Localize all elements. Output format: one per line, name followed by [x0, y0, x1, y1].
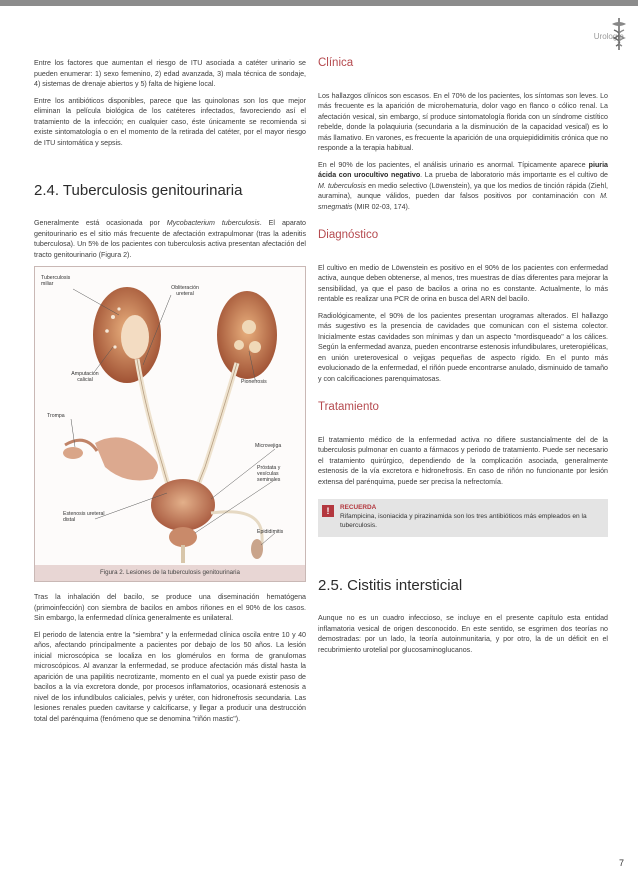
label-tb-miliar: Tuberculosis miliar: [41, 275, 71, 287]
paragraph: Tras la inhalación del bacilo, se produce una diseminación hematógena (primoinfección) con siembra de bacilos en ambos riñones en el 90% de los casos. Sin embargo, la enfermedad clínica generalmente es unilateral.: [34, 593, 306, 622]
label-amputacion: Amputación calicial: [71, 371, 99, 383]
recuerda-title: RECUERDA: [340, 504, 377, 511]
paragraph: Aunque no es un cuadro infeccioso, se incluye en el presente capítulo esta entidad inflamatoria vesical de origen desconocido. En este sentido, se esgrimen dos teorías no demostradas: por un lado, la teoría autoinmunitaria, y por otro, la de un déficit en el recubrimiento urotelial por glucosaminoglucanos.: [318, 614, 608, 654]
exclamation-icon: !: [322, 505, 334, 517]
section-heading: 2.4. Tuberculosis genitourinaria: [34, 182, 243, 199]
paragraph: El tratamiento médico de la enfermedad activa no difiere sustancialmente del de la tuberculosis pulmonar en cuanto a fármacos y periodo de tratamiento. Puede ser necesario el tratamiento quirúrgico, dependiendo de la complicación asociada, generalmente estenosis de la vía excretora e hidronefrosis. En caso de riñón no funcionante por lesión extensa del parénquima, puede ser precisa la nefrectomía.: [318, 435, 608, 486]
paragraph: Generalmente está ocasionada por Mycobacterium tuberculosis. El aparato genitourinario es el sitio más frecuente de afectación extrapulmonar (tras la adenitis tuberculosa). Un 5% de los pacientes con tuberculosis activa presentan afectación del tracto genitourinario (Figura 2).: [34, 219, 306, 259]
label-trompa: Trompa: [47, 413, 65, 419]
label-estenosis: Estenosis ureteral distal: [63, 511, 105, 523]
paragraph: Radiológicamente, el 90% de los pacientes presentan urogramas alterados. El hallazgo más sugestivo es la presencia de cavidades que comunican con el sistema colector. Inicialmente estas cavidades son mínimas y dan un aspecto "mordisqueado" a los cálices. Según la enfermedad avanza, pueden encontrarse estenosis infundibulares, ureteropiélicas, en unión ureterovesical o vejigas pequeñas de aspecto rígido. En el punto más evolucionado de la enfermedad, el riñón puede encontrarse anulado, disminuido de tamaño y con calcificaciones parenquimatosas.: [318, 311, 608, 383]
page-number: 7: [618, 858, 624, 868]
figure-caption: Figura 2. Lesiones de la tuberculosis genitourinaria: [35, 565, 305, 581]
subheading-diagnostico: Diagnóstico: [318, 229, 379, 241]
recuerda-box: [318, 499, 608, 537]
label-obliteracion: Obliteración ureteral: [171, 285, 199, 297]
subheading-clinica: Clínica: [318, 57, 354, 69]
figure-genitourinary-tuberculosis: [34, 266, 306, 582]
left-column: [34, 58, 306, 730]
paragraph: Entre los factores que aumentan el riesgo de ITU asociada a catéter urinario se pueden enumerar: 1) sexo femenino, 2) edad avanzada, 3) mala técnica de sondaje, 4) sistemas de drenaje abiertos y 5) falta de higiene local.: [34, 59, 306, 88]
paragraph: El cultivo en medio de Löwenstein es positivo en el 90% de los pacientes con enfermedad activa, aunque deben obtenerse, al menos, tres muestras de días diferentes para mejorar la sensibilidad, ya que el paso de bacilos a orina no es constante. Actualmente, lo más rentable es realizar una PCR de orina en busca del ARN del bacilo.: [318, 263, 608, 303]
right-column: [318, 58, 608, 661]
label-prostata: Próstata y vesículas seminales: [257, 465, 281, 483]
label-epididimitis: Epididimitis: [257, 529, 284, 535]
paragraph: El periodo de latencia entre la "siembra" y la enfermedad clínica oscila entre 10 y 40 años, afectando principalmente a pacientes por debajo de los 50 años. La lesión inicial microscópica se localiza en los glomérulos en forma de granulomas microscópicos. Al avanzar la enfermedad, se produce afectación más distal hasta la aparición de una papilitis necrotizante, momento en el cual ya puede existir paso de bacilos a la vía excretora donde, por procesos inflamatorios, ocasionará estenosis a nivel de los infundíbulos caliciales, pelvis y uréter, con hidronefrosis secundaria. Las lesiones renales pueden cavitarse y calcificarse, y llegar a producir una destrucción total del parénquima (fenómeno que se denomina "riñón mastic").: [34, 630, 306, 723]
recuerda-text: Rifampicina, isoniacida y pirazinamida son los tres antibióticos más empleados en la tuberculosis.: [340, 513, 587, 529]
label-microvejiga: Microvejiga: [255, 443, 282, 449]
paragraph: En el 90% de los pacientes, el análisis urinario es anormal. Típicamente aparece piuria ácida con urocultivo negativo. La prueba de laboratorio más importante es el cultivo de M. tuberculosis en medio selectivo (Löwenstein), ya que los medios de tinción rápida (Ziehl, auramina), aunque válidos, pueden dar falsos positivos por contaminación con M. smegmatis (MIR 02-03, 174).: [318, 160, 608, 211]
subheading-tratamiento: Tratamiento: [318, 401, 379, 413]
caduceus-icon: [604, 16, 634, 52]
label-pionefrosis: Pionefrosis: [241, 379, 267, 385]
section-heading: 2.5. Cistitis intersticial: [318, 577, 463, 594]
paragraph: Los hallazgos clínicos son escasos. En el 70% de los pacientes, los síntomas son leves. Lo más frecuente es la aparición de microhematuria, dolor vago en flanco o cólico renal. La afectación vesical, sin embargo, sí produce sintomatología florida con un síndrome cistítico rebelde, donde la polaquiuria (secundaria a la disminución de la capacidad vesical) es lo más llamativo. En varones, es frecuente la aparición de una orquiepididimitis crónica que no responde a la terapia habitual.: [318, 91, 608, 152]
running-title: Urología: [593, 32, 624, 41]
top-bar: [0, 0, 638, 6]
paragraph: Entre los antibióticos disponibles, parece que las quinolonas son los que mejor eliminan la película biológica de los catéteres infectados, favoreciendo así el tratamiento de la infección; en cualquier caso, éste únicamente se recomienda si existe sintomatología o en el momento de la retirada del catéter, por el mayor riesgo de ITU sintomática y sepsis.: [34, 96, 306, 147]
